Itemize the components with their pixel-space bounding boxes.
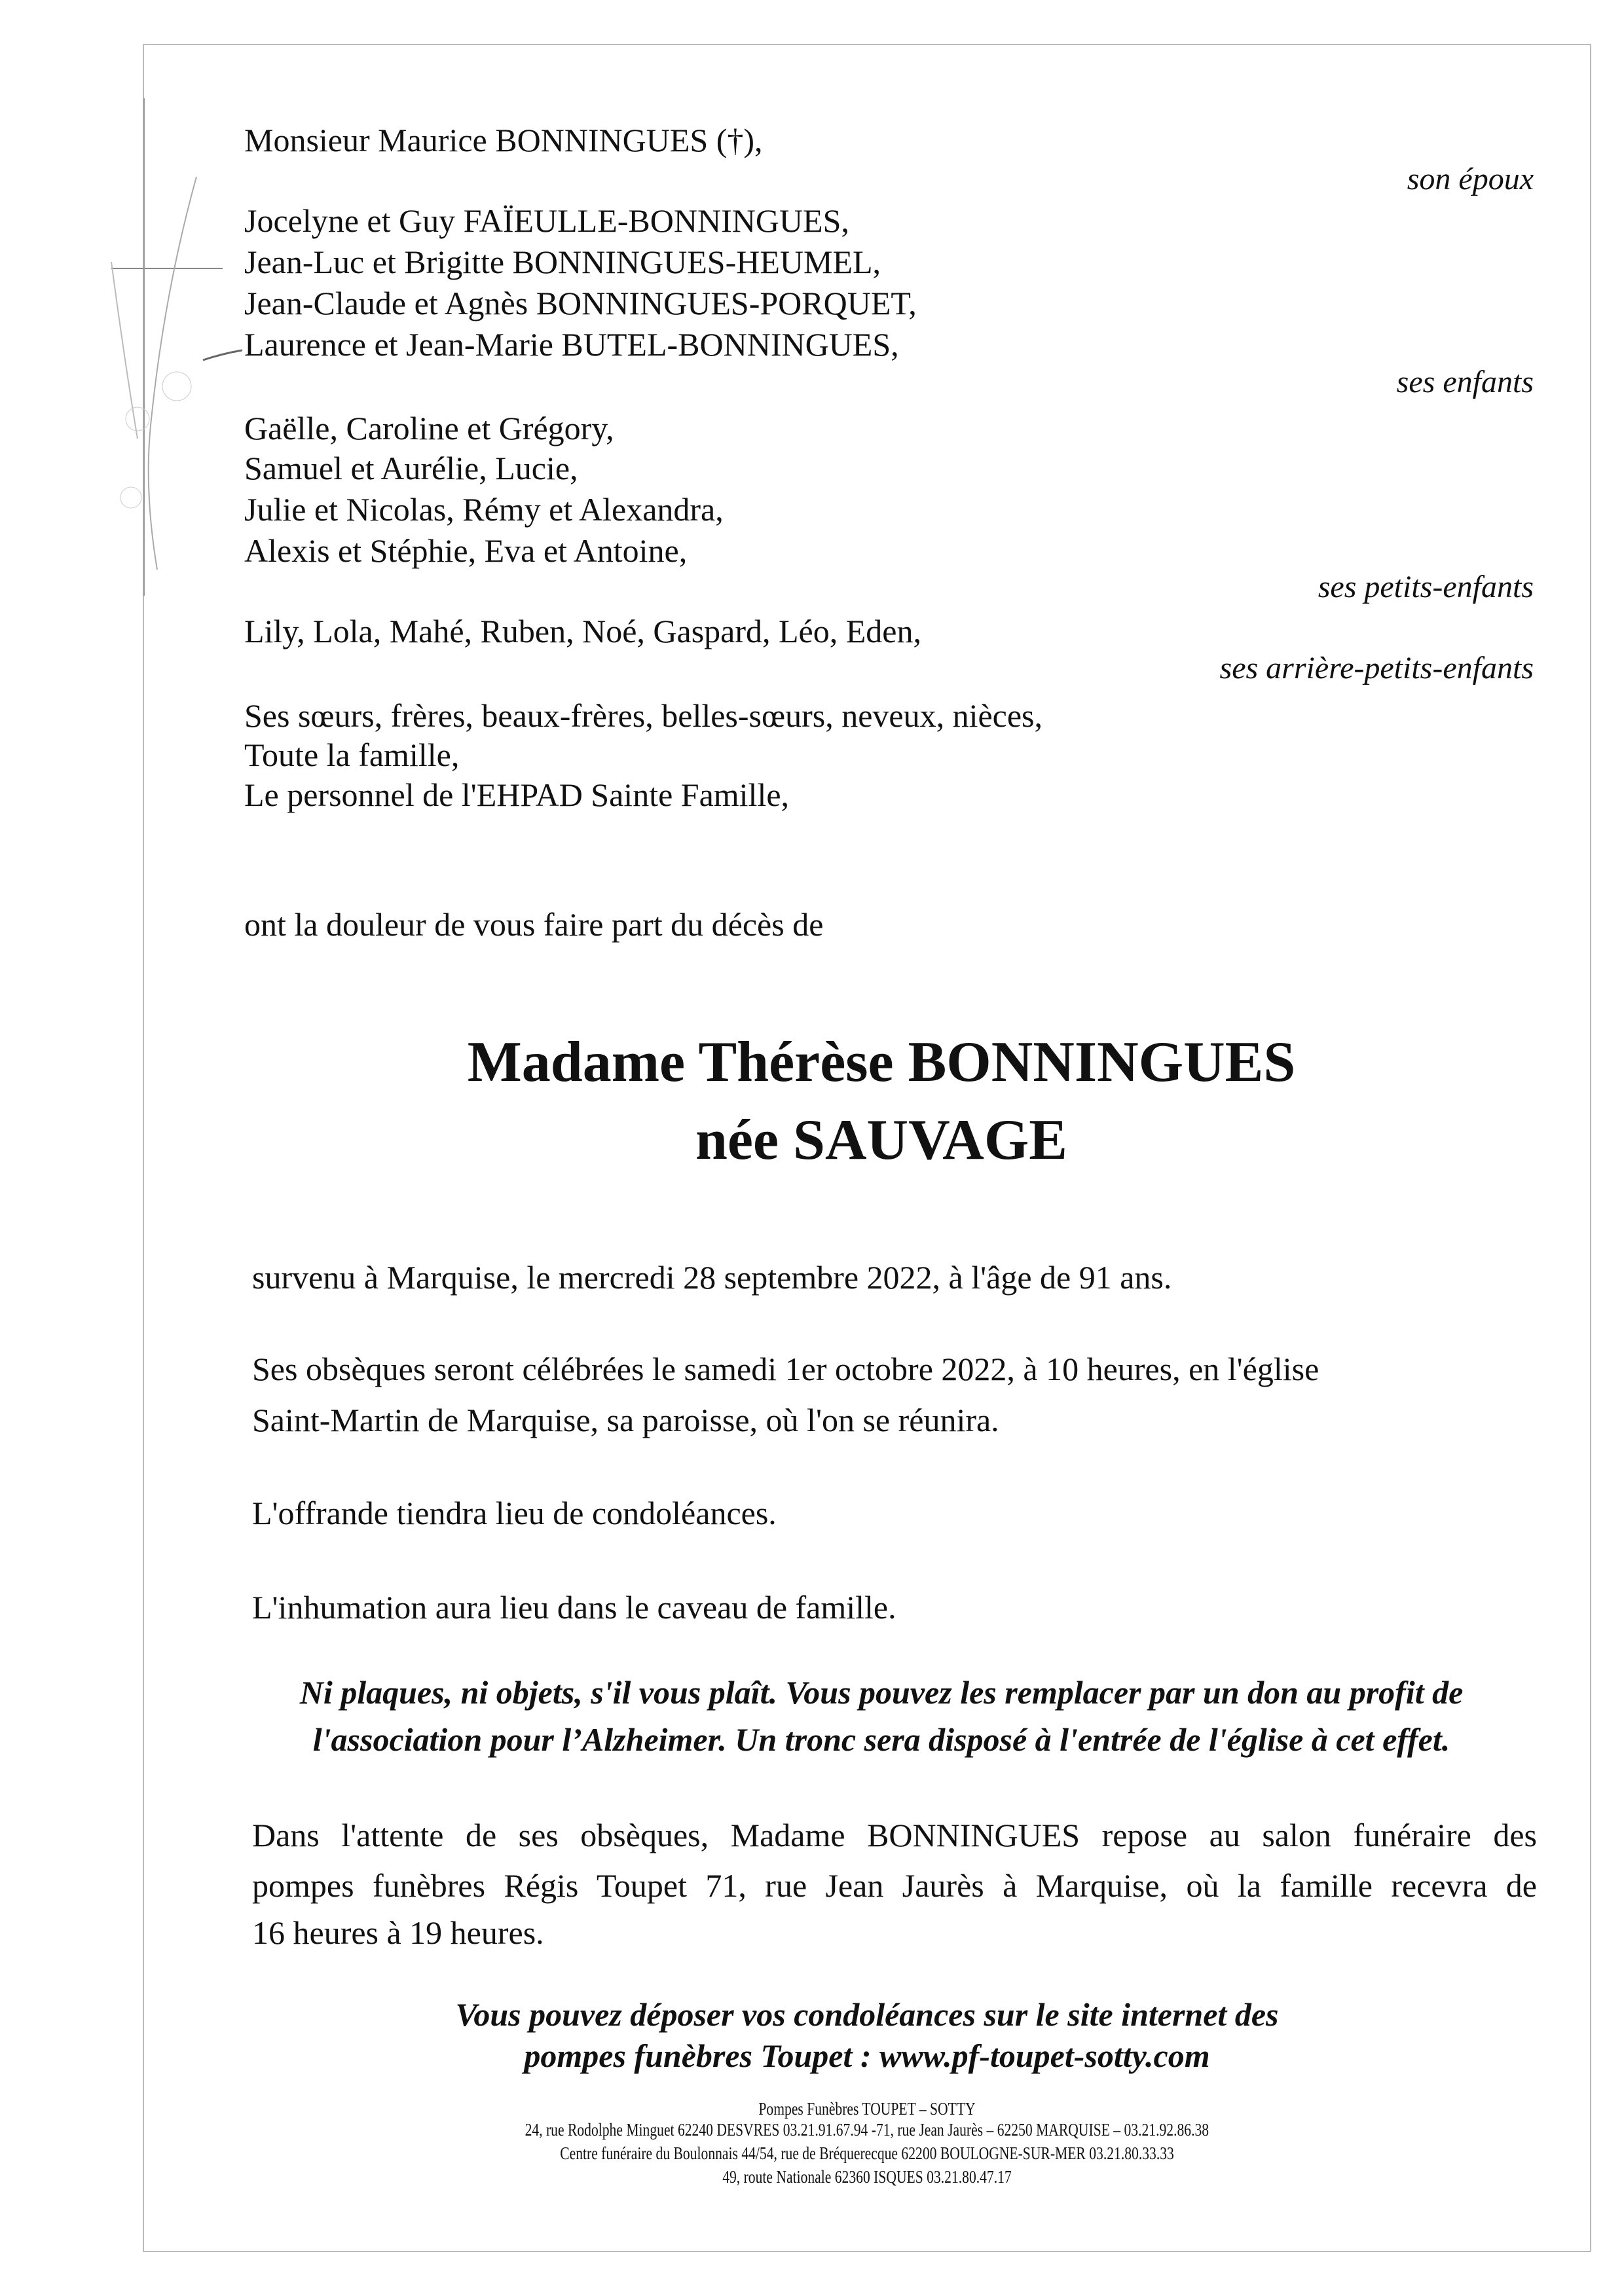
footer-address	[143, 2166, 1591, 2188]
footer-text: 49, route Nationale 62360 ISQUES 03.21.80.47.17	[722, 2167, 1012, 2187]
footer-text: 24, rue Rodolphe Minguet 62240 DESVRES 03.21.91.67.94 -71, rue Jean Jaurès – 62250 MARQUISE – 03.21.92.86.38	[525, 2120, 1209, 2140]
condolences-website[interactable]: pompes funèbres Toupet : www.pf-toupet-sotty.com	[524, 2037, 1210, 2074]
footer-address	[143, 2142, 1591, 2164]
deceased-maiden-name: née SAUVAGE	[695, 1108, 1067, 1172]
visitation-line: pompes funèbres Régis Toupet 71, rue Jean Jaurès à Marquise, où la famille recevra de	[252, 1867, 1537, 1904]
grandchild-line: Samuel et Aurélie, Lucie,	[244, 450, 578, 486]
offering-info: L'offrande tiendra lieu de condoléances.	[252, 1495, 777, 1531]
announcement: ont la douleur de vous faire part du décès de	[244, 906, 824, 943]
great-grandchildren-role: ses arrière-petits-enfants	[1219, 651, 1534, 685]
footer-text: Centre funéraire du Boulonnais 44/54, rue de Bréquerecque 62200 BOULOGNE-SUR-MER 03.21.80.33.33	[560, 2143, 1174, 2163]
funeral-line: Saint-Martin de Marquise, sa paroisse, où l'on se réunira.	[252, 1402, 999, 1438]
grandchildren-role: ses petits-enfants	[1318, 570, 1534, 604]
grandchild-line: Julie et Nicolas, Rémy et Alexandra,	[244, 491, 724, 528]
visitation-line: Dans l'attente de ses obsèques, Madame BONNINGUES repose au salon funéraire des	[252, 1817, 1537, 1853]
others-line: Toute la famille,	[244, 737, 460, 773]
great-grandchildren-line: Lily, Lola, Mahé, Ruben, Noé, Gaspard, Léo, Eden,	[244, 613, 921, 649]
deceased-name: Madame Thérèse BONNINGUES	[467, 1030, 1296, 1094]
child-line: Jocelyne et Guy FAÏEULLE-BONNINGUES,	[244, 202, 849, 239]
request-line: l'association pour l’Alzheimer. Un tronc sera disposé à l'entrée de l'église à cet effet.	[312, 1721, 1450, 1758]
others-line: Le personnel de l'EHPAD Sainte Famille,	[244, 776, 790, 813]
grandchild-line: Alexis et Stéphie, Eva et Antoine,	[244, 532, 688, 569]
footer-company	[143, 2098, 1591, 2120]
others-line: Ses sœurs, frères, beaux-frères, belles-sœurs, neveux, nièces,	[244, 697, 1043, 734]
spouse-line: Monsieur Maurice BONNINGUES (†),	[244, 122, 763, 158]
funeral-line: Ses obsèques seront célébrées le samedi 1er octobre 2022, à 10 heures, en l'église	[252, 1351, 1320, 1387]
condolences-line: Vous pouvez déposer vos condoléances sur le site internet des	[455, 1996, 1279, 2033]
child-line: Jean-Luc et Brigitte BONNINGUES-HEUMEL,	[244, 244, 881, 280]
children-role: ses enfants	[1396, 365, 1534, 399]
grandchild-line: Gaëlle, Caroline et Grégory,	[244, 410, 614, 446]
footer-address	[143, 2119, 1591, 2141]
visitation-line: 16 heures à 19 heures.	[252, 1914, 544, 1951]
spouse-role: son époux	[1407, 162, 1534, 196]
footer-text: Pompes Funèbres TOUPET – SOTTY	[758, 2099, 976, 2119]
request-line: Ni plaques, ni objets, s'il vous plaît. Vous pouvez les remplacer par un don au profit de	[299, 1674, 1464, 1711]
death-info: survenu à Marquise, le mercredi 28 septembre 2022, à l'âge de 91 ans.	[252, 1259, 1172, 1296]
cross-flower-icon	[98, 98, 242, 609]
burial-info: L'inhumation aura lieu dans le caveau de famille.	[252, 1589, 896, 1626]
child-line: Laurence et Jean-Marie BUTEL-BONNINGUES,	[244, 326, 899, 363]
child-line: Jean-Claude et Agnès BONNINGUES-PORQUET,	[244, 285, 917, 321]
